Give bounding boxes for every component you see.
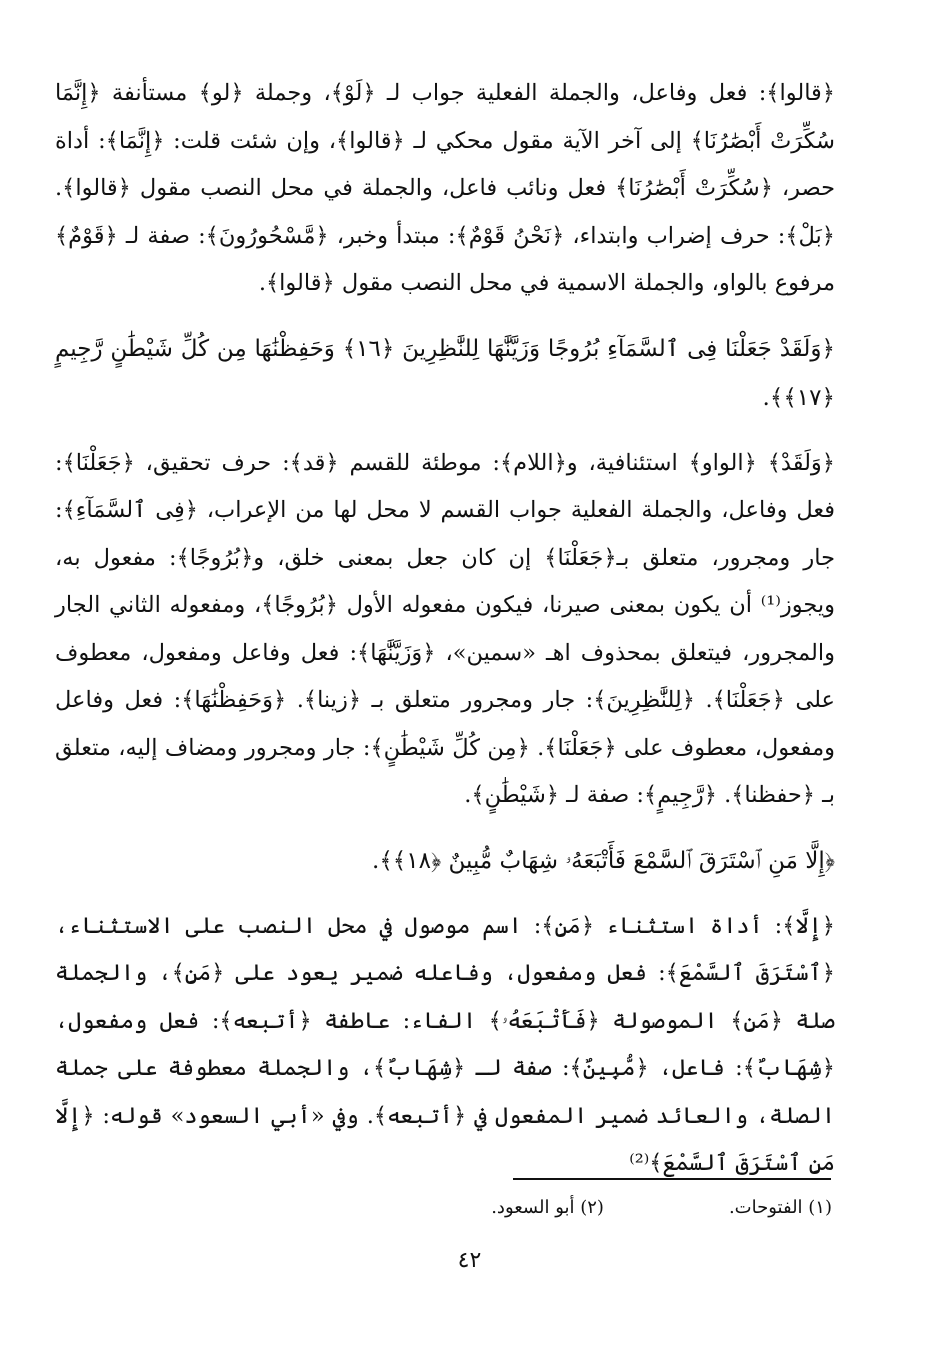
page-number: ٤٢	[457, 1248, 482, 1273]
paragraph-1: ﴿قالوا﴾: فعل وفاعل، والجملة الفعلية جواب لـ ﴿لَوْ﴾، وجملة ﴿لو﴾ مستأنفة ﴿إِنَّمَا سُكِّرَتْ أَبْصَٰرُنَا﴾ إلى آخر الآية مقول محكي لـ ﴿قالوا﴾، وإن شئت قلت: ﴿إِنَّمَا﴾: أداة حصر، ﴿سُكِّرَتْ أَبْصَٰرُنَا﴾ فعل ونائب فاعل، والجملة في محل النصب مقول ﴿قالوا﴾. ﴿بَلْ﴾: حرف إضراب وابتداء، ﴿نَحْنُ قَوْمٌ﴾: مبتدأ وخبر، ﴿مَّسْحُورُونَ﴾: صفة لـ ﴿قَوْمٌ﴾ مرفوع بالواو، والجملة الاسمية في محل النصب مقول ﴿قالوا﴾.	[55, 80, 835, 296]
footnote-divider	[513, 1178, 831, 1180]
footnote-2: (٢) أبو السعود.	[491, 1197, 604, 1218]
footnote-1: (١) الفتوحات.	[728, 1197, 832, 1218]
paragraph-2: ﴿وَلَقَدْ﴾ ﴿الواو﴾ استئنافية، و﴿اللام﴾: موطئة للقسم ﴿قد﴾: حرف تحقيق، ﴿جَعَلْنَا﴾: فعل وفاعل، والجملة الفعلية جواب القسم لا محل لها من الإعراب، ﴿فِى ٱلسَّمَآءِ﴾: جار ومجرور، متعلق بـ﴿جَعَلْنَا﴾ إن كان جعل بمعنى خلق، و﴿بُرُوجًا﴾: مفعول به، ويجوز⁽¹⁾ أن يكون بمعنى صيرنا، فيكون مفعوله الأول ﴿بُرُوجًا﴾، ومفعوله الثاني الجار والمجرور، فيتعلق بمحذوف اهـ «سمين»، ﴿وَزَيَّنَّٰهَا﴾: فعل وفاعل ومفعول، معطوف على ﴿جَعَلْنَا﴾. ﴿لِلنَّٰظِرِينَ﴾: جار ومجرور متعلق بـ ﴿زينا﴾. ﴿وَحَفِظْنَٰهَا﴾: فعل وفاعل ومفعول، معطوف على ﴿جَعَلْنَا﴾. ﴿مِن كُلِّ شَيْطَٰنٍ﴾: جار ومجرور ومضاف إليه، متعلق بـ ﴿حفظنا﴾. ﴿رَّجِيمٍ﴾: صفة لـ ﴿شَيْطَٰنٍ﴾.	[55, 449, 835, 808]
quran-verse-16-17: ﴿وَلَقَدْ جَعَلْنَا فِى ٱلسَّمَآءِ بُرُوجًا وَزَيَّنَّٰهَا لِلنَّٰظِرِينَ ﴿١٦﴾ وَحَفِظْنَٰهَا مِن كُلِّ شَيْطَٰنٍ رَّجِيمٍ ﴿١٧﴾﴾.	[55, 335, 835, 411]
quran-verse-18: ﴿إِلَّا مَنِ ٱسْتَرَقَ ٱلسَّمْعَ فَأَتْبَعَهُۥ شِهَابٌ مُّبِينٌ ﴿١٨﴾﴾.	[372, 847, 835, 874]
page-body	[55, 70, 835, 1188]
paragraph-3: ﴿إِلَّا﴾: أداة استثناء ﴿مَنِ﴾: اسم موصول في محل النصب على الاستثناء، ﴿ٱسْتَرَقَ ٱلسَّمْعَ﴾: فعل ومفعول، وفاعله ضمير يعود على ﴿مَنِ﴾، والجملة صلة ﴿مَنِ﴾ الموصولة ﴿فَأَتْبَعَهُۥ﴾ الفاء: عاطفة ﴿أتبعه﴾: فعل ومفعول، ﴿شِهَابٌ﴾: فاعل، ﴿مُّبِينٌ﴾: صفة لـ ﴿شِهَابٌ﴾، والجملة معطوفة على جملة الصلة، والعائد ضمير المفعول في ﴿أتبعه﴾. وفي «أبي السعود» قوله: ﴿إِلَّا مَنِ ٱسْتَرَقَ ٱلسَّمْعَ﴾⁽²⁾	[55, 912, 835, 1176]
footnotes	[280, 1193, 832, 1223]
